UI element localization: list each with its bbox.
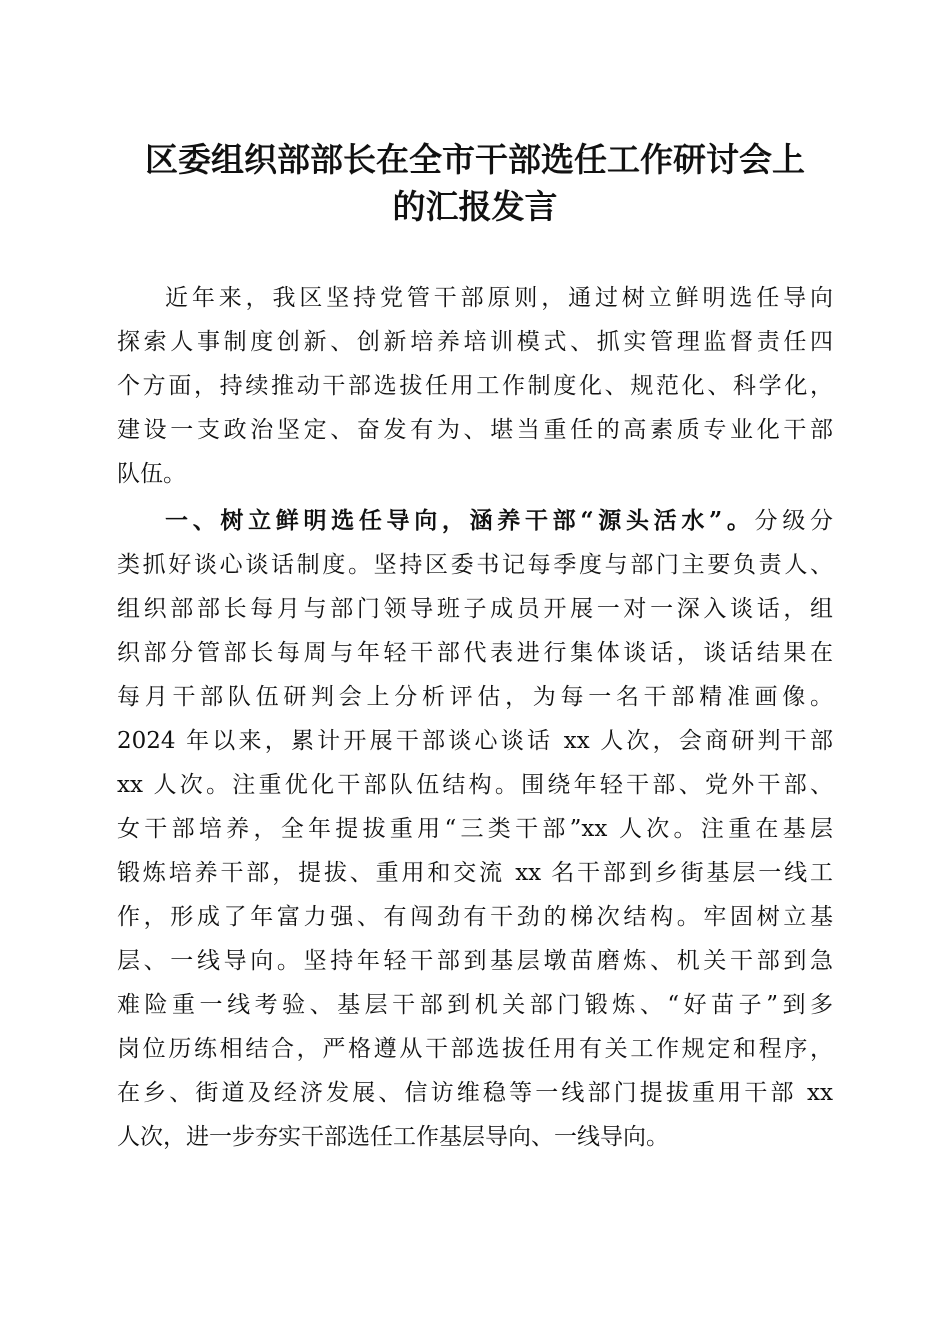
text-segment: 近年来，我区坚持党管干部原则，通过树立鲜明选任导向 [165,285,833,311]
text-line [117,719,833,763]
text-line [117,1071,833,1115]
document-title-line-1: 区委组织部部长在全市干部选任工作研讨会上 [145,140,805,179]
text-segment: 个方面，持续推动干部选拔任用工作制度化、规范化、科学化， [117,373,833,399]
paragraph [117,276,833,496]
text-segment: 2024 年以来，累计开展干部谈心谈话 xx 人次，会商研判干部 [117,728,833,754]
text-segment: 织部分管部长每周与年轻干部代表进行集体谈话，谈话结果在 [117,640,833,666]
document-body [117,276,833,1159]
text-segment: 分级分 [754,508,834,534]
text-line [117,851,833,895]
paragraph [117,499,833,1159]
text-segment: 岗位历练相结合，严格遵从干部选拔任用有关工作规定和程序， [117,1036,833,1062]
text-segment: 难险重一线考验、基层干部到机关部门锻炼、“好苗子”到多 [117,992,833,1018]
text-line [117,763,833,807]
text-line [117,543,833,587]
text-line [117,895,833,939]
text-segment: 层、一线导向。坚持年轻干部到基层墩苗磨炼、机关干部到急 [117,948,833,974]
text-segment: 组织部部长每月与部门领导班子成员开展一对一深入谈话，组 [117,596,833,622]
text-segment: 探索人事制度创新、创新培养培训模式、抓实管理监督责任四 [117,329,833,355]
text-line [117,983,833,1027]
text-line [117,1115,833,1159]
text-line [117,675,833,719]
text-line [117,807,833,851]
text-segment: 队伍。 [117,461,186,487]
text-line [117,320,833,364]
text-line [117,631,833,675]
text-segment: 类抓好谈心谈话制度。坚持区委书记每季度与部门主要负责人、 [117,552,833,578]
text-segment: 锻炼培养干部，提拔、重用和交流 xx 名干部到乡街基层一线工 [117,860,833,886]
text-line [117,452,833,496]
text-segment: 人次，进一步夯实干部选任工作基层导向、一线导向。 [117,1124,669,1150]
text-line [117,587,833,631]
text-segment: 建设一支政治坚定、奋发有为、堪当重任的高素质专业化干部 [117,417,833,443]
text-line [117,1027,833,1071]
text-line [117,364,833,408]
document-title-line-2: 的汇报发言 [392,187,558,226]
text-line [117,408,833,452]
text-segment: 在乡、街道及经济发展、信访维稳等一线部门提拔重用干部 xx [117,1080,833,1106]
text-line [117,939,833,983]
text-line [117,499,833,543]
text-segment: 每月干部队伍研判会上分析评估，为每一名干部精准画像。 [117,684,833,710]
text-segment: 作，形成了年富力强、有闯劲有干劲的梯次结构。牢固树立基 [117,904,833,930]
text-segment: 女干部培养，全年提拔重用“三类干部”xx 人次。注重在基层 [117,816,833,842]
section-heading: 一、树立鲜明选任导向，涵养干部“源头活水”。 [165,507,755,534]
text-segment: xx 人次。注重优化干部队伍结构。围绕年轻干部、党外干部、 [117,772,833,798]
text-line [117,276,833,320]
